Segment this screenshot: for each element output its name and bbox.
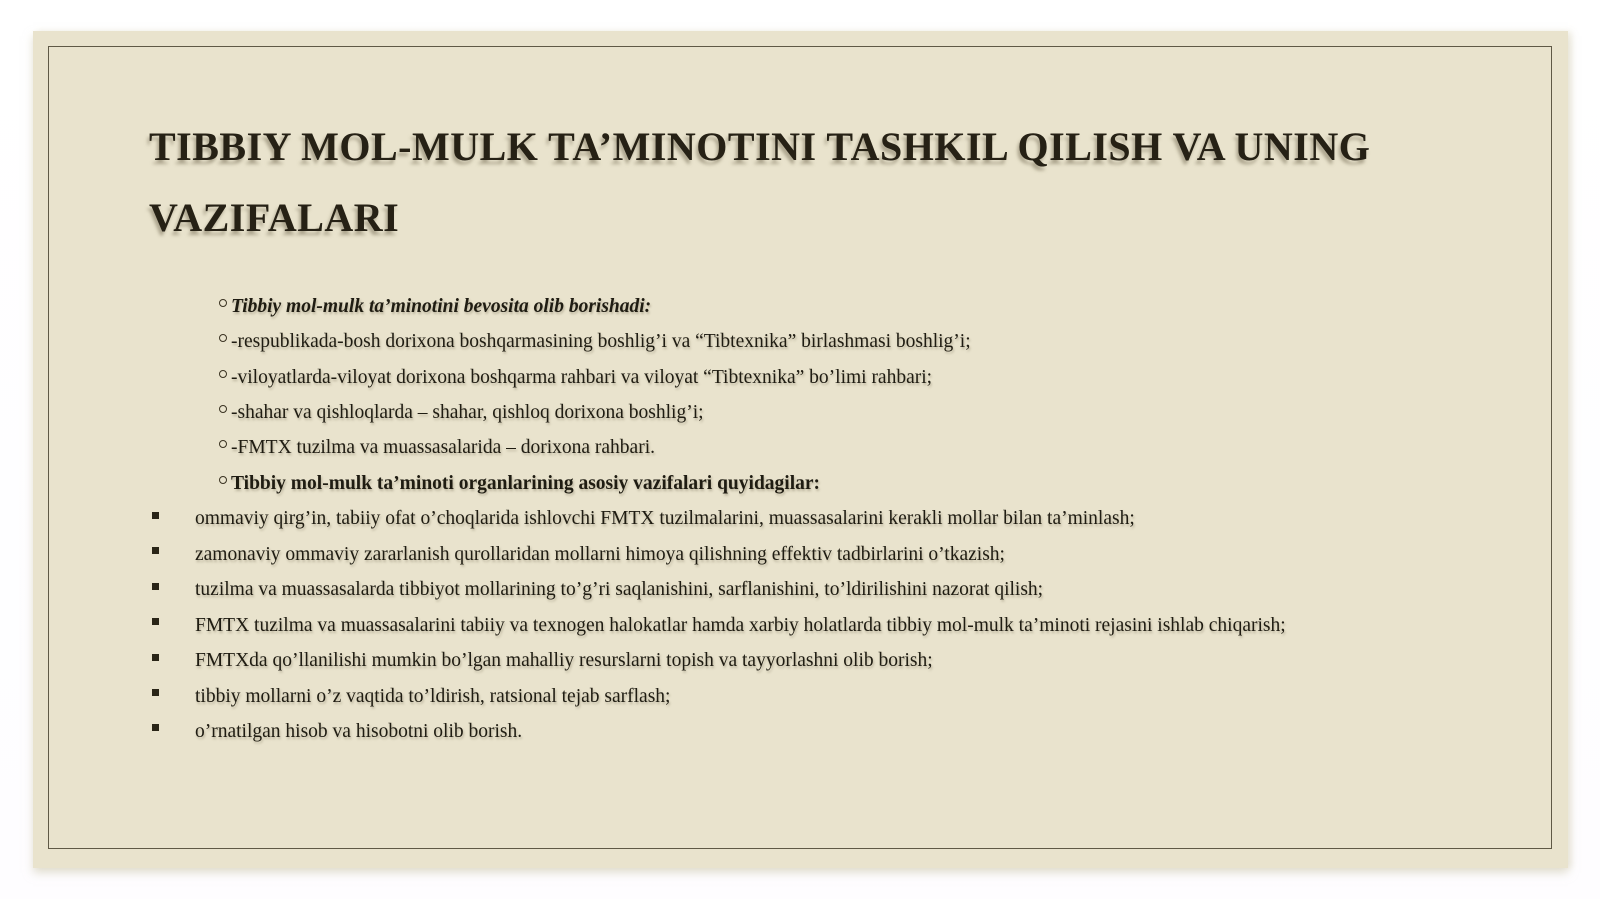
task-item-text: tuzilma va muassasalarda tibbiyot mollarining to’g’ri saqlanishini, sarflanishini, to’ldirilishini nazorat qilish;: [195, 579, 1044, 601]
square-bullet-icon: [152, 618, 159, 625]
slide-body: [33, 289, 1568, 750]
circle-bullet-icon: [219, 370, 227, 378]
task-list: [33, 502, 1568, 750]
intro-item-text: Tibbiy mol-mulk ta’minotini bevosita olib borishadi:: [231, 295, 652, 317]
slide-title: TIBBIY MOL-MULK TA’MINOTINI TASHKIL QILISH VA UNING VAZIFALARI: [149, 124, 1371, 240]
square-bullet-icon: [152, 689, 159, 696]
intro-item: [33, 324, 1568, 359]
circle-bullet-icon: [219, 299, 227, 307]
square-bullet-icon: [152, 547, 159, 554]
task-item-text: ommaviy qirg’in, tabiiy ofat o’choqlarida ishlovchi FMTX tuzilmalarini, muassasalarini kerakli mollar bilan ta’minlash;: [195, 508, 1135, 530]
intro-item-text: -viloyatlarda-viloyat dorixona boshqarma rahbari va viloyat “Tibtexnika” bo’limi rahbari;: [231, 366, 933, 388]
intro-item-text: Tibbiy mol-mulk ta’minoti organlarining asosiy vazifalari quyidagilar:: [231, 472, 821, 494]
square-bullet-icon: [152, 512, 159, 519]
task-item: [33, 608, 1568, 643]
task-item: [33, 573, 1568, 608]
intro-list: [33, 289, 1568, 502]
intro-item: [33, 360, 1568, 395]
task-item-text: FMTXda qo’llanilishi mumkin bo’lgan mahalliy resurslarni topish va tayyorlashni olib borish;: [195, 650, 933, 672]
square-bullet-icon: [152, 654, 159, 661]
circle-bullet-icon: [219, 405, 227, 413]
intro-item: [33, 466, 1568, 501]
intro-item-text: -FMTX tuzilma va muassasalarida – dorixona rahbari.: [231, 437, 656, 459]
square-bullet-icon: [152, 583, 159, 590]
task-item: [33, 537, 1568, 572]
task-item-text: o’rnatilgan hisob va hisobotni olib borish.: [195, 720, 523, 742]
task-item: [33, 643, 1568, 678]
task-item-text: FMTX tuzilma va muassasalarini tabiiy va texnogen halokatlar hamda xarbiy holatlarda tibbiy mol-mulk ta’minoti rejasini ishlab chiqarish;: [195, 614, 1286, 636]
intro-item-text: -shahar va qishloqlarda – shahar, qishloq dorixona boshlig’i;: [231, 402, 704, 424]
task-item: [33, 679, 1568, 714]
task-item-text: zamonaviy ommaviy zararlanish qurollaridan mollarni himoya qilishning effektiv tadbirlarini o’tkazish;: [195, 543, 1005, 565]
task-item: [33, 714, 1568, 749]
intro-item-text: -respublikada-bosh dorixona boshqarmasining boshlig’i va “Tibtexnika” birlashmasi boshlig’i;: [231, 331, 971, 353]
square-bullet-icon: [152, 724, 159, 731]
circle-bullet-icon: [219, 476, 227, 484]
intro-item: [33, 395, 1568, 430]
task-item: [33, 502, 1568, 537]
circle-bullet-icon: [219, 334, 227, 342]
intro-item: [33, 289, 1568, 324]
task-item-text: tibbiy mollarni o’z vaqtida to’ldirish, ratsional tejab sarflash;: [195, 685, 671, 707]
slide: [33, 31, 1568, 868]
circle-bullet-icon: [219, 440, 227, 448]
intro-item: [33, 431, 1568, 466]
